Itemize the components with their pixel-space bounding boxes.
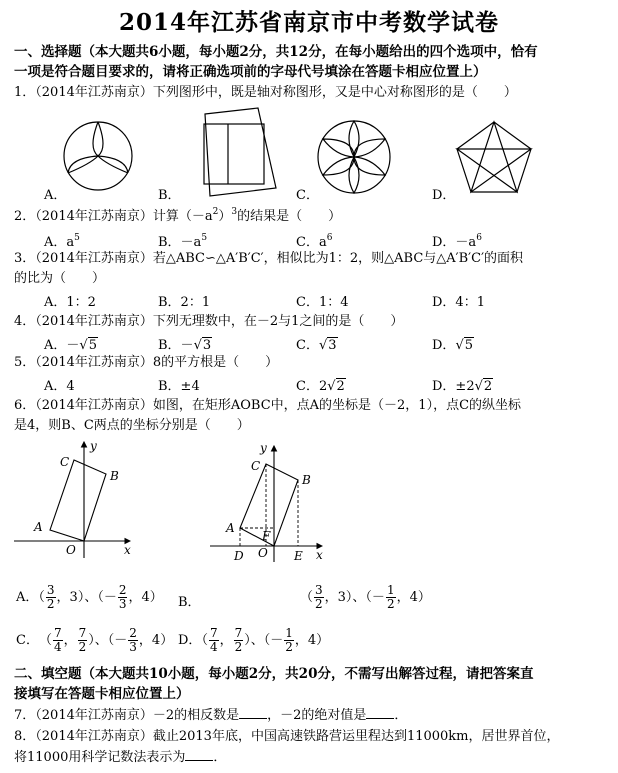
q7-stem: 7．（2014年江苏南京）－2的相反数是 ，－2的绝对值是 ．	[14, 708, 408, 723]
q2-option-b[interactable]: B．$-a^5$	[158, 233, 208, 250]
q1-option-d[interactable]: D．	[432, 188, 456, 203]
q3-stem-line2: 的比为（ ）	[14, 271, 106, 286]
q7-answer-blank-1[interactable]	[239, 706, 267, 719]
figure-c-six-petal-flower	[318, 121, 390, 193]
fig2-label-f: F	[262, 529, 271, 543]
q4-option-d[interactable]: D．√5	[432, 338, 474, 353]
q1-stem: 1．（2014年江苏南京）下列图形中，既是轴对称图形，又是中心对称图形的是（ ）	[14, 85, 517, 100]
q2-option-c[interactable]: C．$a^6$	[296, 233, 333, 250]
q1-option-b[interactable]: B．	[158, 188, 181, 203]
q6-option-b-label[interactable]: B．	[178, 595, 201, 610]
q4-option-b[interactable]: B．－√3	[158, 338, 212, 353]
q5-stem: 5．（2014年江苏南京）8的平方根是（ ）	[14, 355, 279, 370]
q3-option-c[interactable]: C．1：4	[296, 295, 349, 310]
q3-option-a[interactable]: A．1：2	[44, 295, 96, 310]
q3-option-d[interactable]: D．4：1	[432, 295, 485, 310]
fig1-label-a: A	[34, 520, 43, 534]
section1-heading-line2: 一项是符合题目要求的，请将正确选项前的字母代号填涂在答题卡相应位置上）	[14, 64, 487, 80]
q5-option-d[interactable]: D．±2√2	[432, 379, 493, 394]
q6-option-d[interactable]: D．（ $\frac{7}{4}$ ， $\frac{7}{2}$ ）、（－ $\frac{1}{2}$ ，4）	[178, 626, 330, 654]
q8-answer-blank[interactable]	[185, 748, 213, 761]
fig2-label-e: E	[294, 549, 303, 563]
fig1-label-o: O	[66, 543, 76, 557]
q2-stem: 2．（2014年江苏南京）计算$(-a^2)^3$的结果是（ ）	[14, 207, 342, 224]
q6-stem-line2: 是4，则B、C两点的坐标分别是（ ）	[14, 418, 250, 433]
q8-stem-line2: 将11000用科学记数法表示为 ．	[14, 750, 227, 765]
figure-a-three-arcs	[64, 122, 132, 190]
fig2-label-d: D	[234, 549, 244, 563]
q4-stem: 4．（2014年江苏南京）下列无理数中，在－2与1之间的是（ ）	[14, 314, 404, 329]
fig1-label-y: y	[90, 439, 97, 453]
fig2-label-x: x	[316, 548, 323, 562]
q4-option-c[interactable]: C．√3	[296, 338, 337, 353]
q6-option-c[interactable]: C． （ $\frac{7}{4}$ ， $\frac{7}{2}$ ）、（－ $\frac{2}{3}$ ，4）	[16, 626, 174, 654]
q6-figure-1	[14, 442, 130, 558]
q5-option-a[interactable]: A．4	[44, 379, 75, 394]
fig1-label-b: B	[110, 469, 119, 483]
q8-stem-line1: 8．（2014年江苏南京）截止2013年底，中国高速铁路营运里程达到11000km，居世界首位，	[14, 729, 560, 744]
q4-option-a[interactable]: A．－√5	[44, 338, 97, 353]
section2-heading-line1: 二、填空题（本大题共10小题，每小题2分，共20分，不需写出解答过程，请把答案直	[14, 666, 534, 682]
q2-option-d[interactable]: D．$-a^6$	[432, 233, 482, 250]
page-title: 2014年江苏省南京市中考数学试卷	[118, 9, 499, 36]
q6-option-b[interactable]: （ $\frac{3}{2}$ ，3）、（－ $\frac{1}{2}$ ，4）	[300, 583, 431, 611]
fig2-label-y: y	[260, 441, 267, 455]
q2-option-a[interactable]: A．$a^5$	[44, 233, 80, 250]
figure-d-pentagram	[457, 122, 531, 192]
q6-option-a[interactable]: A．（ $\frac{3}{2}$ ，3）、（－ $\frac{2}{3}$ ，4）	[16, 583, 163, 611]
fig1-label-c: C	[60, 455, 70, 469]
figure-b-nested-squares	[204, 108, 276, 196]
q6-stem-line1: 6．（2014年江苏南京）如图，在矩形AOBC中，点A的坐标是（－2，1），点C的纵坐标	[14, 398, 522, 413]
q5-option-c[interactable]: C．2√2	[296, 379, 345, 394]
fig1-label-x: x	[124, 543, 131, 557]
q1-option-a[interactable]: A．	[44, 188, 67, 203]
fig2-label-o: O	[258, 546, 268, 560]
q6-figures	[0, 436, 618, 566]
q3-option-b[interactable]: B．2：1	[158, 295, 211, 310]
q5-option-b[interactable]: B．±4	[158, 379, 200, 394]
q1-option-c[interactable]: C．	[296, 188, 319, 203]
q3-stem-line1: 3．（2014年江苏南京）若△ABC∽△A′B′C′，相似比为1：2，则△ABC与△A′B′C′的面积	[14, 251, 524, 266]
fig2-label-b: B	[302, 473, 311, 487]
section1-heading-line1: 一、选择题（本大题共6小题，每小题2分，共12分，在每小题给出的四个选项中，恰有	[14, 44, 538, 60]
section2-heading-line2: 接填写在答题卡相应位置上）	[14, 686, 190, 702]
fig2-label-c: C	[251, 459, 261, 473]
q7-answer-blank-2[interactable]	[366, 706, 394, 719]
fig2-label-a: A	[226, 521, 235, 535]
